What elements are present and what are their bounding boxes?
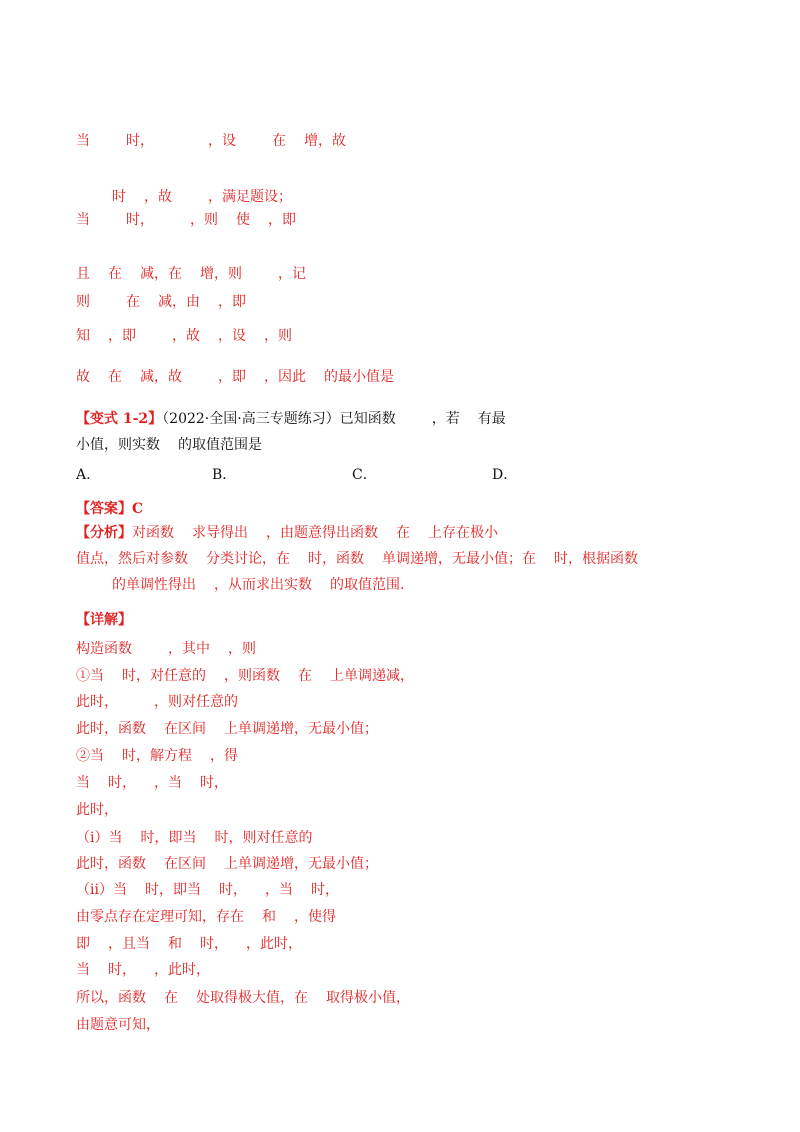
text-segment: ，从而求出实数	[214, 577, 312, 593]
text-segment: 增，则	[200, 266, 242, 282]
text-segment: ，则函数	[224, 668, 280, 684]
option-c: C．	[352, 467, 377, 483]
text-segment: ①当	[76, 668, 104, 684]
text-segment: 在	[164, 990, 178, 1006]
text-line	[76, 129, 736, 153]
text-segment: ，则	[228, 641, 256, 657]
text-segment: 增，故	[304, 133, 346, 149]
text-segment: 减，在	[140, 266, 182, 282]
text-segment: 对函数	[132, 525, 174, 541]
question-text: （2022·全国·高三专题练习）已知函数	[162, 411, 396, 427]
text-segment: 时，函数	[308, 551, 364, 567]
text-segment: 当	[76, 775, 90, 791]
text-segment: 由零点存在定理可知，存在	[76, 909, 244, 925]
text-segment: 由题意可知，	[76, 1017, 160, 1033]
text-segment: 时，则对任意的	[214, 830, 313, 846]
text-line	[76, 324, 736, 348]
text-segment: 时，	[126, 212, 154, 228]
detail-line	[76, 771, 736, 795]
text-segment: 和	[168, 936, 182, 952]
detail-line	[76, 690, 736, 714]
question-text: 有最	[477, 411, 506, 427]
text-segment: 的单调性得出	[112, 577, 196, 593]
detail-line	[76, 878, 736, 902]
text-segment: 在	[108, 266, 122, 282]
text-segment: 时，	[310, 882, 339, 898]
text-line	[76, 290, 736, 314]
text-segment: 在	[272, 133, 286, 149]
text-segment: ，设	[208, 133, 236, 149]
detail-line	[76, 986, 736, 1010]
detail-line	[76, 608, 736, 632]
text-line	[76, 262, 736, 286]
text-segment: 取得极小值，	[326, 990, 410, 1006]
variant-label: 【变式 1-2】	[76, 411, 163, 427]
text-segment: 时，	[218, 882, 247, 898]
text-segment: ，满足题设；	[208, 189, 292, 205]
text-segment: ，由题意得出函数	[266, 525, 378, 541]
text-segment: 的最小值是	[324, 369, 394, 385]
question-text: ，若	[431, 411, 460, 427]
detail-line	[76, 958, 736, 982]
text-segment: 上单调递增，无最小值；	[224, 721, 378, 737]
text-segment: ，得	[210, 748, 238, 764]
option-a: A.	[76, 467, 91, 483]
analysis-line	[76, 573, 736, 597]
text-segment: 单调递增，无最小值；在	[382, 551, 536, 567]
detail-line	[76, 798, 736, 822]
text-segment: 时，	[108, 962, 136, 978]
text-segment: 上单调递增，无最小值；	[224, 856, 378, 872]
text-segment: 在	[396, 525, 410, 541]
text-segment: 所以，函数	[76, 990, 146, 1006]
text-segment: 当	[76, 212, 90, 228]
text-segment: ，则对任意的	[154, 694, 238, 710]
text-segment: 使	[236, 212, 250, 228]
text-segment: 当	[76, 133, 90, 149]
text-segment: 此时，	[76, 802, 118, 818]
text-segment: 此时，函数	[76, 721, 146, 737]
text-segment: 此时，	[76, 694, 118, 710]
text-segment: ，则	[190, 212, 218, 228]
detail-label: 【详解】	[76, 612, 132, 628]
text-segment: 构造函数	[76, 641, 132, 657]
detail-line	[76, 744, 736, 768]
question-text: 的取值范围是	[178, 437, 262, 453]
text-segment: 此时，函数	[76, 856, 146, 872]
detail-line	[76, 1013, 736, 1037]
text-segment: 在	[298, 668, 312, 684]
text-segment: 上存在极小	[428, 525, 498, 541]
text-segment: ，故	[172, 328, 200, 344]
text-segment: ，即	[268, 212, 296, 228]
text-segment: 时，即当	[140, 830, 197, 846]
text-segment: ，因此	[264, 369, 306, 385]
text-segment: ，此时，	[246, 936, 302, 952]
text-segment: ，当	[264, 882, 293, 898]
text-segment: 时，即当	[144, 882, 201, 898]
text-segment: ，其中	[168, 641, 210, 657]
text-line	[76, 185, 736, 209]
text-segment: 即	[76, 936, 90, 952]
analysis-line	[76, 547, 736, 571]
text-segment: 故	[76, 369, 90, 385]
question-line	[76, 433, 736, 457]
text-segment: 在区间	[164, 856, 206, 872]
text-segment: ，当	[154, 775, 182, 791]
text-segment: ，此时，	[154, 962, 210, 978]
detail-line	[76, 717, 736, 741]
answer-label: 【答案】C	[76, 501, 144, 517]
detail-line	[76, 932, 736, 956]
text-segment: ，故	[144, 189, 172, 205]
text-segment: ，即	[218, 294, 246, 310]
text-segment: 时，根据函数	[554, 551, 638, 567]
text-segment: 时，	[200, 936, 228, 952]
detail-line	[76, 637, 736, 661]
text-segment: 时，解方程	[122, 748, 192, 764]
text-segment: ，即	[218, 369, 246, 385]
options-line	[76, 463, 736, 487]
text-segment: 且	[76, 266, 90, 282]
question-text: 小值，则实数	[76, 437, 160, 453]
text-segment: ，且当	[108, 936, 150, 952]
text-segment: 当	[76, 962, 90, 978]
detail-line	[76, 905, 736, 929]
detail-line	[76, 826, 736, 850]
text-segment: 在区间	[164, 721, 206, 737]
text-segment: ，使得	[294, 909, 336, 925]
text-segment: 和	[262, 909, 276, 925]
text-segment: ，记	[278, 266, 306, 282]
analysis-label: 【分析】	[76, 525, 132, 541]
text-segment: 时，	[200, 775, 228, 791]
analysis-line	[76, 521, 736, 545]
text-segment: （ii）当	[76, 882, 127, 898]
text-segment: 时，对任意的	[122, 668, 206, 684]
text-segment: 在	[126, 294, 140, 310]
text-segment: 知	[76, 328, 90, 344]
text-segment: 减，故	[140, 369, 182, 385]
text-segment: 减，由	[158, 294, 200, 310]
text-segment: 时，	[108, 775, 136, 791]
detail-line	[76, 852, 736, 876]
text-segment: 上单调递减，	[330, 668, 414, 684]
text-line	[76, 365, 736, 389]
text-segment: ，设	[218, 328, 246, 344]
option-b: B．	[212, 467, 237, 483]
text-segment: 则	[76, 294, 90, 310]
detail-line	[76, 664, 736, 688]
text-segment: 时，	[126, 133, 154, 149]
text-segment: 处取得极大值，在	[196, 990, 308, 1006]
text-segment: （i）当	[76, 830, 123, 846]
option-d: D．	[492, 467, 518, 483]
text-segment: ，即	[108, 328, 136, 344]
text-segment: 分类讨论，在	[206, 551, 290, 567]
text-segment: ②当	[76, 748, 104, 764]
text-segment: 的取值范围.	[330, 577, 405, 593]
question-line	[76, 407, 736, 431]
text-line	[76, 208, 736, 232]
text-segment: 求导得出	[192, 525, 248, 541]
text-segment: 在	[108, 369, 122, 385]
answer-line	[76, 497, 736, 521]
text-segment: 值点，然后对参数	[76, 551, 188, 567]
text-segment: ，则	[264, 328, 292, 344]
text-segment: 时	[112, 189, 126, 205]
